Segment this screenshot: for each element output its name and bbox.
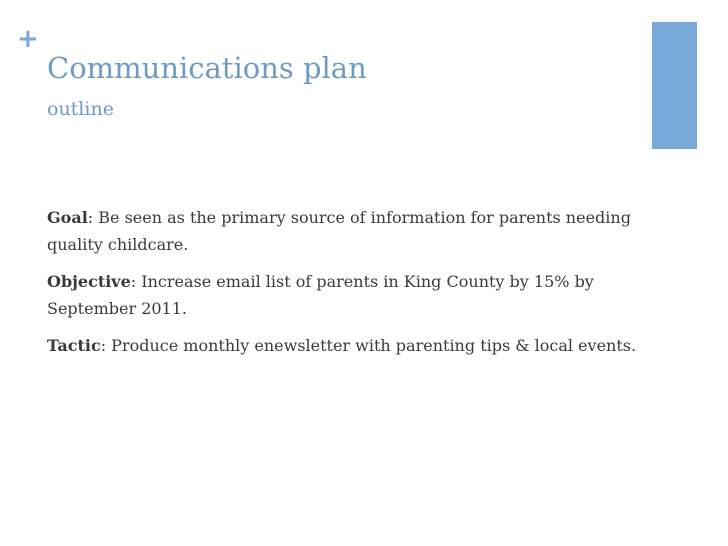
goal-label: Goal	[47, 208, 88, 227]
slide-title: Communications plan	[47, 51, 367, 85]
accent-bar	[652, 22, 697, 149]
slide-content	[47, 204, 639, 369]
plus-icon: +	[17, 24, 39, 54]
goal-text: : Be seen as the primary source of information for parents needing quality childcare.	[47, 208, 631, 254]
objective-item	[47, 268, 639, 322]
objective-text: : Increase email list of parents in King County by 15% by September 2011.	[47, 272, 594, 318]
tactic-item	[47, 332, 639, 359]
objective-label: Objective	[47, 272, 131, 291]
slide-subtitle: outline	[47, 98, 114, 120]
goal-item	[47, 204, 639, 258]
tactic-label: Tactic	[47, 336, 101, 355]
tactic-text: : Produce monthly enewsletter with parenting tips & local events.	[100, 336, 637, 355]
